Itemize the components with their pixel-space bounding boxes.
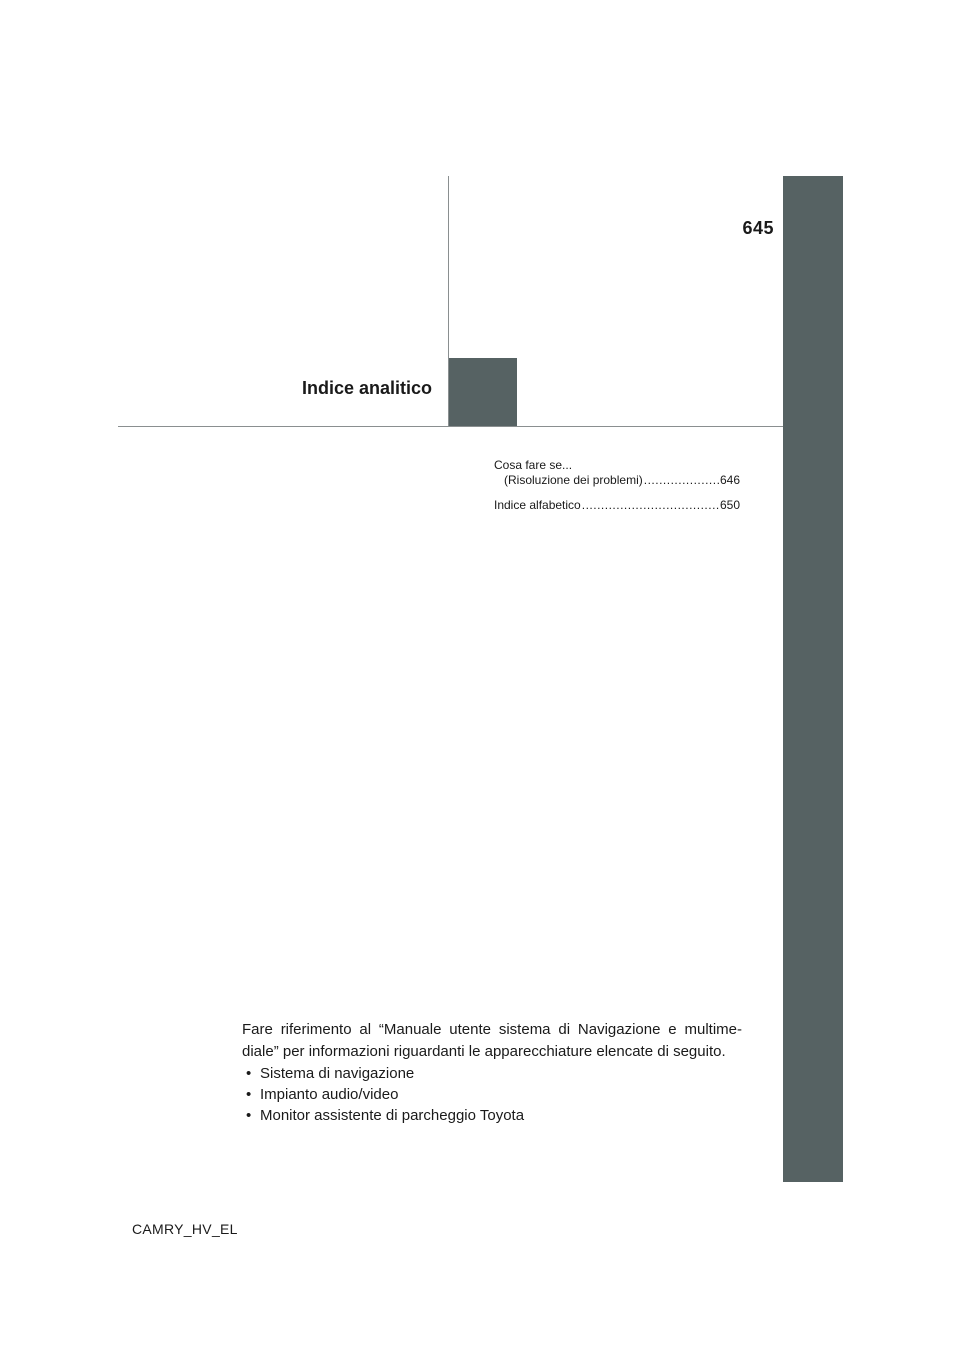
toc-entry-troubleshooting[interactable]	[494, 473, 740, 488]
reference-note	[242, 1019, 742, 1126]
toc-entry-label: Cosa fare se...	[494, 458, 573, 472]
list-item	[246, 1084, 742, 1105]
model-code-footer: CAMRY_HV_EL	[132, 1221, 238, 1237]
page-number: 645	[742, 218, 774, 238]
table-of-contents	[494, 458, 740, 513]
list-item	[246, 1063, 742, 1084]
list-item-text: Sistema di navigazione	[260, 1065, 415, 1082]
toc-entry-title	[494, 458, 740, 473]
toc-entry-label: Indice alfabetico	[494, 498, 581, 512]
list-item-text: Impianto audio/video	[260, 1086, 399, 1103]
horizontal-divider	[118, 426, 783, 427]
section-title: Indice analitico	[301, 378, 432, 398]
bullet-icon: •	[246, 1107, 252, 1124]
list-item	[246, 1105, 742, 1126]
equipment-list	[242, 1063, 742, 1126]
toc-entry-label: (Risoluzione dei problemi)	[504, 473, 643, 487]
list-item-text: Monitor assistente di parcheggio Toyota	[260, 1107, 525, 1124]
note-intro: Fare riferimento al “Manuale utente sistema di Navigazione e multime-diale” per informazioni riguardanti le apparecchiature elencate di seguito.	[242, 1021, 742, 1060]
section-marker-block	[449, 358, 517, 427]
chapter-side-tab	[783, 176, 843, 1182]
bullet-icon: •	[246, 1086, 252, 1103]
bullet-icon: •	[246, 1065, 252, 1082]
toc-entry-alphabetical-index[interactable]	[494, 498, 740, 513]
toc-page-number: 650	[719, 498, 740, 512]
toc-leader-dots	[582, 498, 719, 513]
toc-page-number: 646	[719, 473, 740, 487]
toc-leader-dots	[644, 473, 719, 488]
